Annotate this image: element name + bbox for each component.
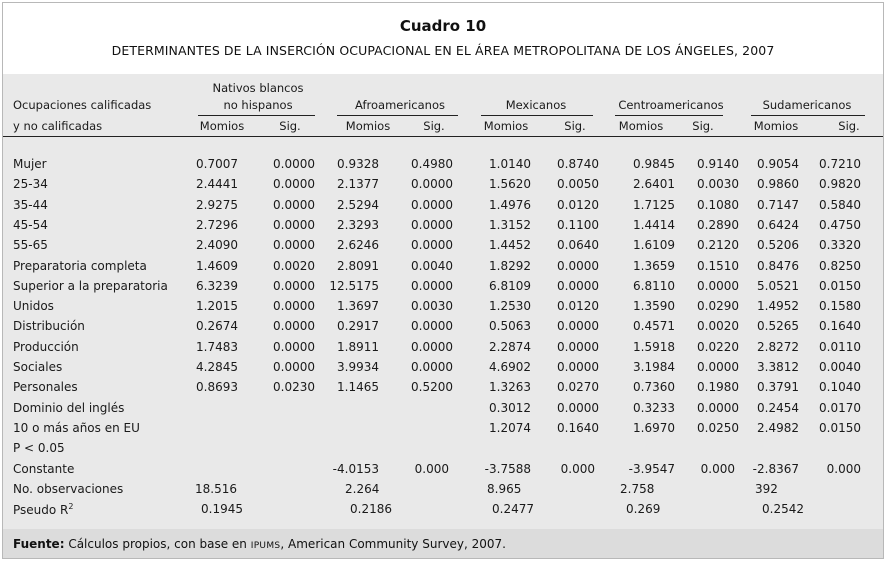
table-cell: 2.1377 <box>337 177 379 192</box>
table-cell: 0.0000 <box>273 339 315 354</box>
table-cell: 1.7125 <box>633 197 675 212</box>
table-cell: 0.000 <box>826 461 861 476</box>
table-cell: 0.0150 <box>819 278 861 293</box>
table-cell: 0.0000 <box>411 197 453 212</box>
source-text-after: , American Community Survey, 2007. <box>280 537 506 551</box>
table-cell: 0.4571 <box>633 319 675 334</box>
table-frame <box>2 2 884 559</box>
table-cell: 2.4982 <box>757 420 799 435</box>
table-cell: 0.0000 <box>411 217 453 232</box>
table-cell: 0.0000 <box>411 278 453 293</box>
table-cell: 0.5200 <box>411 380 453 395</box>
table-cell: 0.1945 <box>201 502 243 517</box>
table-cell: 0.4980 <box>411 157 453 171</box>
title-area <box>3 3 883 74</box>
table-cell: 0.1980 <box>697 380 739 395</box>
table-cell: 18.516 <box>195 481 237 496</box>
table-cell: 0.0290 <box>697 299 739 314</box>
row-label: 45-54 <box>13 217 48 232</box>
table-cell: 0.0040 <box>819 360 861 374</box>
table-cell: 0.0000 <box>411 339 453 354</box>
table-cell: 2.758 <box>620 481 655 496</box>
group-header: Afroamericanos <box>355 98 445 112</box>
table-cell: 0.9860 <box>757 177 799 192</box>
table-cell: 3.3812 <box>757 360 799 374</box>
table-cell: 0.0050 <box>557 177 599 192</box>
momios-header: Momios <box>753 119 799 133</box>
sig-header: Sig. <box>838 119 860 133</box>
table-cell: 0.0000 <box>557 360 599 374</box>
table-cell: 0.8250 <box>819 258 861 273</box>
table-cell: 1.4609 <box>196 258 238 273</box>
table-cell: 0.8476 <box>757 258 799 273</box>
table-cell: 0.0000 <box>557 278 599 293</box>
table-cell: -2.8367 <box>752 461 799 476</box>
table-cell: 0.0110 <box>819 339 861 354</box>
table-cell: 2.5294 <box>337 197 379 212</box>
table-cell: 1.5918 <box>633 339 675 354</box>
table-cell: 0.0000 <box>411 360 453 374</box>
data-table <box>3 74 883 529</box>
table-cell: 0.0000 <box>557 319 599 334</box>
row-label <box>13 502 73 517</box>
row-label: 10 o más años en EU <box>13 420 140 435</box>
table-cell: 2.4090 <box>196 238 238 253</box>
table-cell: 0.0170 <box>819 400 861 415</box>
table-cell: 2.2874 <box>489 339 531 354</box>
table-cell: 0.0220 <box>697 339 739 354</box>
table-cell: 0.2186 <box>350 502 392 517</box>
table-cell: 0.0000 <box>273 177 315 192</box>
table-cell: 0.0040 <box>411 258 453 273</box>
table-cell: 0.2674 <box>196 319 238 334</box>
table-cell: 0.0000 <box>273 319 315 334</box>
table-cell: 0.2917 <box>337 319 379 334</box>
table-cell: 0.9820 <box>819 177 861 192</box>
table-cell: 3.9934 <box>337 360 379 374</box>
group-rule <box>751 115 865 116</box>
momios-header: Momios <box>199 119 245 133</box>
table-cell: 0.1080 <box>697 197 739 212</box>
table-cell: 0.7360 <box>633 380 675 395</box>
table-cell: 0.4750 <box>819 217 861 232</box>
table-cell: 0.0640 <box>557 238 599 253</box>
table-cell: 0.0020 <box>697 319 739 334</box>
table-cell: 0.0000 <box>697 400 739 415</box>
table-title: DETERMINANTES DE LA INSERCIÓN OCUPACIONAL EN EL ÁREA METROPOLITANA DE LOS ÁNGELES, 2007 <box>111 43 775 58</box>
table-cell: 6.3239 <box>196 278 238 293</box>
row-label: Distribución <box>13 319 85 334</box>
table-cell: 2.3293 <box>337 217 379 232</box>
group-rule <box>481 115 593 116</box>
source-note <box>3 529 883 558</box>
table-cell: 0.9054 <box>757 157 799 171</box>
table-cell: 1.2074 <box>489 420 531 435</box>
table-cell: 1.8292 <box>489 258 531 273</box>
row-label: 55-65 <box>13 238 48 253</box>
table-cell: 0.0000 <box>273 157 315 171</box>
table-cell: 0.8693 <box>196 380 238 395</box>
table-cell: 0.2454 <box>757 400 799 415</box>
table-cell: 2.6246 <box>337 238 379 253</box>
table-cell: 0.0000 <box>557 258 599 273</box>
table-cell: 0.0230 <box>273 380 315 395</box>
table-cell: 0.3791 <box>757 380 799 395</box>
header-rule <box>3 136 883 137</box>
source-label: Fuente: <box>13 537 65 551</box>
momios-header: Momios <box>345 119 391 133</box>
significance-note: P < 0.05 <box>13 441 65 456</box>
table-cell: -3.9547 <box>628 461 675 476</box>
table-cell: 0.0000 <box>273 197 315 212</box>
momios-header: Momios <box>618 119 664 133</box>
table-cell: 5.0521 <box>757 278 799 293</box>
table-cell: 1.5620 <box>489 177 531 192</box>
table-cell: 0.7147 <box>757 197 799 212</box>
table-cell: 0.0030 <box>697 177 739 192</box>
pseudo-r-label: Pseudo R <box>13 503 69 518</box>
table-cell: -4.0153 <box>332 461 379 476</box>
table-cell: 0.0030 <box>411 299 453 314</box>
row-header-line2: y no calificadas <box>13 119 103 133</box>
row-label: Superior a la preparatoria <box>13 278 168 293</box>
table-cell: 0.5265 <box>757 319 799 334</box>
table-cell: 0.0120 <box>557 197 599 212</box>
sig-header: Sig. <box>564 119 586 133</box>
row-label: Preparatoria completa <box>13 258 147 273</box>
row-label: 35-44 <box>13 197 48 212</box>
source-text-before: Cálculos propios, con base en <box>68 537 247 551</box>
table-caption: Cuadro 10 <box>399 17 487 35</box>
table-cell: 0.000 <box>414 461 449 476</box>
row-label: 25-34 <box>13 177 48 192</box>
table-cell: 0.0000 <box>273 360 315 374</box>
table-cell: 0.0000 <box>273 238 315 253</box>
table-cell: 0.0000 <box>411 238 453 253</box>
table-cell: 1.2530 <box>489 299 531 314</box>
row-label: Sociales <box>13 360 63 374</box>
table-cell: 2.8272 <box>757 339 799 354</box>
table-cell: 2.6401 <box>633 177 675 192</box>
table-cell: 12.5175 <box>329 278 379 293</box>
table-cell: 3.1984 <box>633 360 675 374</box>
group-header: Centroamericanos <box>618 98 724 112</box>
table-cell: 1.4452 <box>489 238 531 253</box>
table-cell: 1.0140 <box>489 157 531 171</box>
table-cell: 0.0000 <box>411 319 453 334</box>
table-cell: 2.264 <box>345 481 380 496</box>
table-cell: 0.0000 <box>273 278 315 293</box>
table-cell: 0.9140 <box>697 157 739 171</box>
table-cell: 8.965 <box>487 481 522 496</box>
sig-header: Sig. <box>692 119 714 133</box>
row-label: No. observaciones <box>13 481 124 496</box>
group-header: Sudamericanos <box>762 98 852 112</box>
row-label: Unidos <box>13 299 54 314</box>
table-cell: 1.4976 <box>489 197 531 212</box>
table-cell: 0.0000 <box>411 177 453 192</box>
group-rule <box>615 115 723 116</box>
table-cell: 0.1100 <box>557 217 599 232</box>
source-ipums: IPUMS <box>250 541 281 551</box>
table-cell: 2.9275 <box>196 197 238 212</box>
table-cell: 1.3697 <box>337 299 379 314</box>
table-cell: 0.5840 <box>819 197 861 212</box>
table-cell: 2.4441 <box>196 177 238 192</box>
table-cell: 1.3263 <box>489 380 531 395</box>
table-cell: 1.3659 <box>633 258 675 273</box>
table-cell: 392 <box>755 481 778 496</box>
group-header: no hispanos <box>223 98 293 112</box>
table-cell: 0.000 <box>560 461 595 476</box>
table-cell: 0.1580 <box>819 299 861 314</box>
table-cell: 0.1040 <box>819 380 861 395</box>
table-cell: 0.0270 <box>557 380 599 395</box>
table-cell: 0.2542 <box>762 502 804 517</box>
table-cell: 1.7483 <box>196 339 238 354</box>
row-header-line1: Ocupaciones calificadas <box>13 98 152 112</box>
row-label: Constante <box>13 461 75 476</box>
table-cell: 0.8740 <box>557 157 599 171</box>
table-cell: 0.2477 <box>492 502 534 517</box>
table-cell: 0.0000 <box>557 339 599 354</box>
table-cell: 1.6109 <box>633 238 675 253</box>
table-cell: 2.8091 <box>337 258 379 273</box>
table-cell: 0.0120 <box>557 299 599 314</box>
sig-header: Sig. <box>423 119 445 133</box>
table-cell: 0.7210 <box>819 157 861 171</box>
table-cell: 4.6902 <box>489 360 531 374</box>
table-cell: 0.9845 <box>633 157 675 171</box>
sig-header: Sig. <box>279 119 301 133</box>
table-cell: 0.269 <box>626 502 661 517</box>
group-rule <box>337 115 458 116</box>
table-cell: 0.0000 <box>557 400 599 415</box>
group-header: Mexicanos <box>505 98 567 112</box>
table-cell: 0.0020 <box>273 258 315 273</box>
momios-header: Momios <box>483 119 529 133</box>
row-label: Mujer <box>13 157 47 171</box>
table-cell: 6.8109 <box>489 278 531 293</box>
table-cell: 1.8911 <box>337 339 379 354</box>
table-cell: 0.0000 <box>273 299 315 314</box>
table-cell: 0.9328 <box>337 157 379 171</box>
row-label: Dominio del inglés <box>13 400 125 415</box>
table-cell: 1.3590 <box>633 299 675 314</box>
table-cell: 0.7007 <box>196 157 238 171</box>
table-cell: 0.0000 <box>273 217 315 232</box>
table-cell: 1.4952 <box>757 299 799 314</box>
table-cell: 2.7296 <box>196 217 238 232</box>
table-cell: 0.6424 <box>757 217 799 232</box>
table-cell: 1.4414 <box>633 217 675 232</box>
row-label: Personales <box>13 380 78 395</box>
group-rule <box>198 115 315 116</box>
table-cell: 0.0250 <box>697 420 739 435</box>
table-cell: 0.0150 <box>819 420 861 435</box>
table-cell: 0.1510 <box>697 258 739 273</box>
table-cell: 0.5206 <box>757 238 799 253</box>
table-cell: 1.1465 <box>337 380 379 395</box>
table-cell: 1.2015 <box>196 299 238 314</box>
table-cell: 0.0000 <box>697 278 739 293</box>
table-cell: 6.8110 <box>633 278 675 293</box>
table-cell: 0.3233 <box>633 400 675 415</box>
table-cell: 0.5063 <box>489 319 531 334</box>
table-cell: 0.000 <box>700 461 735 476</box>
table-cell: 0.2120 <box>697 238 739 253</box>
table-cell: 0.3320 <box>819 238 861 253</box>
group-header-line1: Nativos blancos <box>212 81 304 95</box>
table-cell: 0.0000 <box>697 360 739 374</box>
table-cell: -3.7588 <box>484 461 531 476</box>
table-cell: 1.3152 <box>489 217 531 232</box>
table-cell: 4.2845 <box>196 360 238 374</box>
pseudo-r-superscript: 2 <box>68 502 74 512</box>
table-cell: 0.1640 <box>819 319 861 334</box>
table-cell: 0.3012 <box>489 400 531 415</box>
row-label: Producción <box>13 339 79 354</box>
table-cell: 0.1640 <box>557 420 599 435</box>
table-cell: 1.6970 <box>633 420 675 435</box>
table-cell: 0.2890 <box>697 217 739 232</box>
